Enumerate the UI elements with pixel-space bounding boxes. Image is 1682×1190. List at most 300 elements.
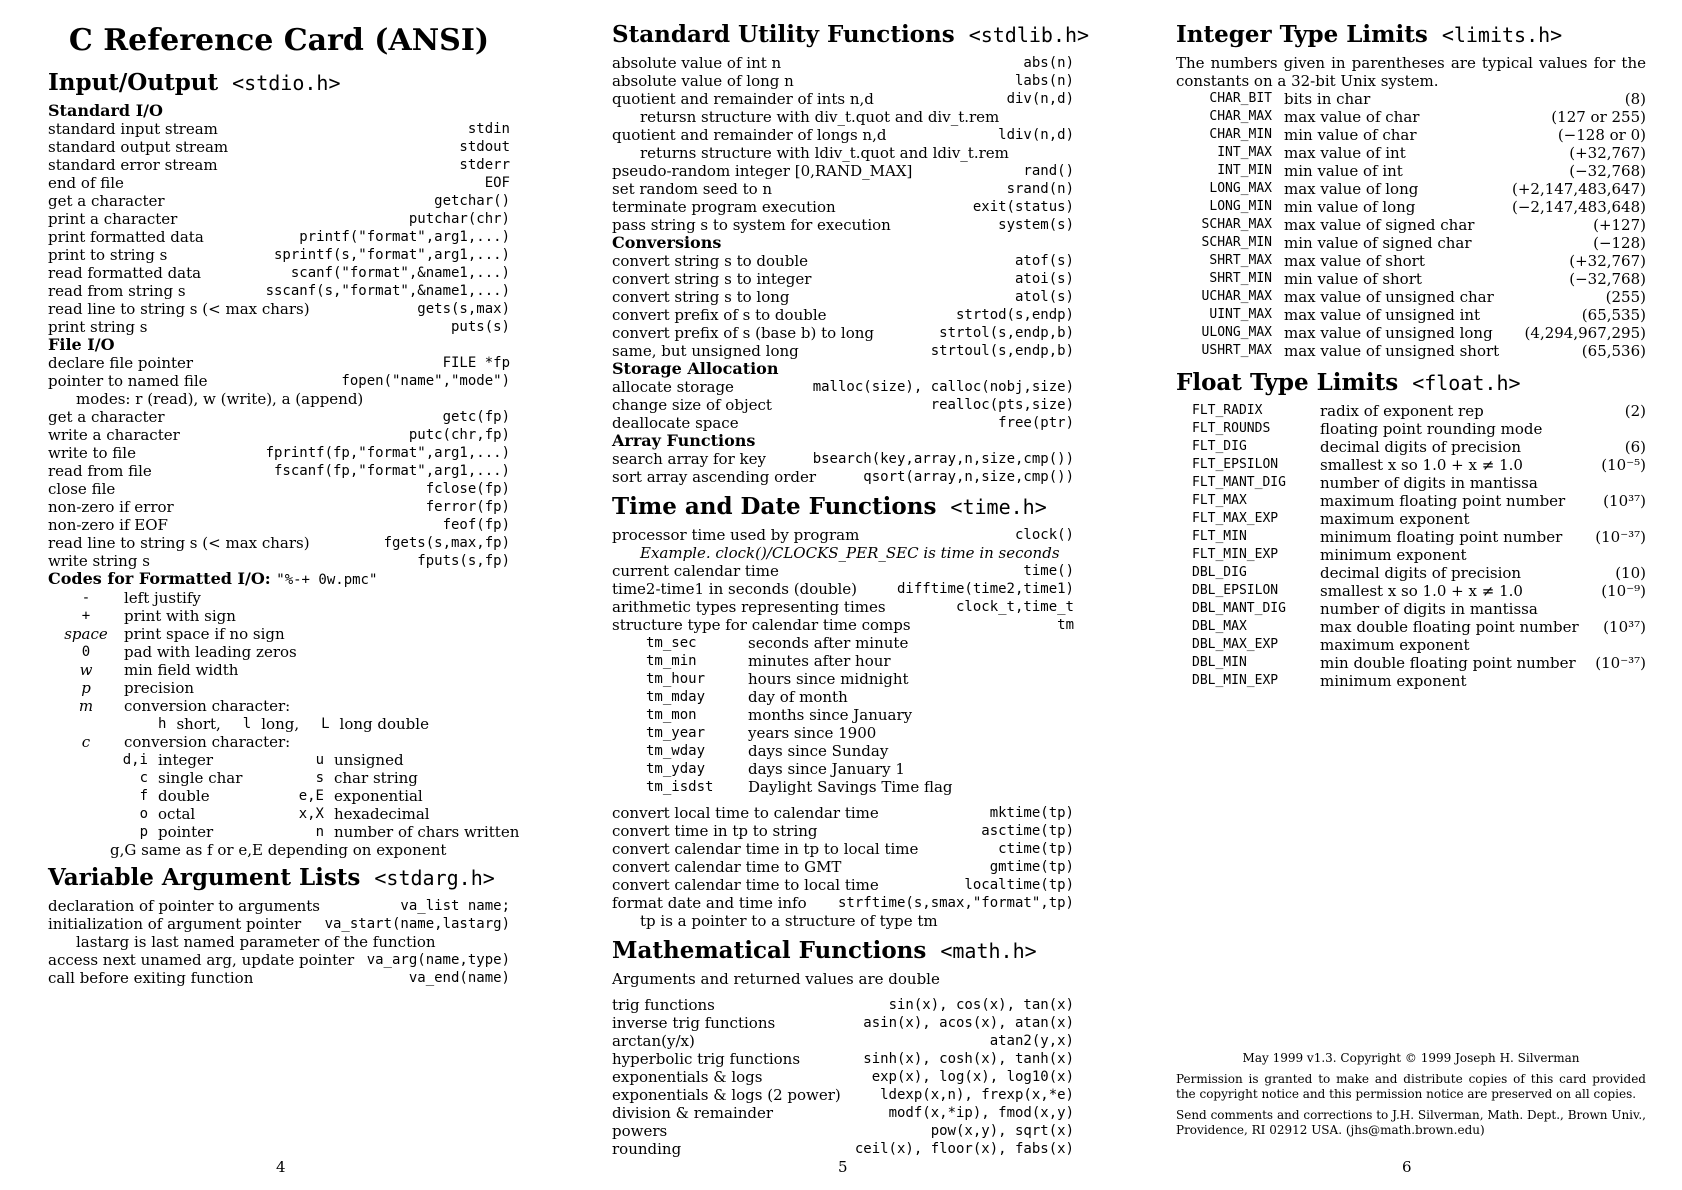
float-value: (10⁻⁹) [1601,582,1646,600]
float-value: (10⁻³⁷) [1595,528,1646,546]
entry-description: non-zero if EOF [48,516,168,534]
float-limit-row [1176,510,1646,528]
tm-field-row [612,634,1074,652]
float-value: (2) [1624,402,1646,420]
tm-field-desc: hours since midnight [748,670,909,688]
float-constant: DBL_EPSILON [1192,583,1279,598]
limit-desc: max value of long [1284,180,1419,198]
entry-code: putchar(chr) [408,211,510,227]
conversion-desc: integer [158,751,214,769]
conversion-row [48,787,510,805]
tm-field-desc: months since January [748,706,913,724]
limit-row [1176,180,1646,198]
time-list-a [612,526,1074,544]
conversion-key: e,E [298,788,324,804]
standard-io-list [48,120,510,336]
entry-code: mktime(tp) [989,805,1074,821]
entry-code: exit(status) [972,199,1074,215]
contact-notice: Send comments and corrections to J.H. Silverman, Math. Dept., Brown Univ., Providence, RI 02912 USA. (jhs@math.brown.edu) [1176,1108,1646,1137]
limit-value: (+32,767) [1569,252,1646,270]
entry-row [612,876,1074,894]
tm-field-row [612,670,1074,688]
format-code-row [48,679,510,697]
limit-constant: USHRT_MAX [1201,343,1272,358]
float-desc: number of digits in mantissa [1320,600,1538,618]
format-code-row [48,661,510,679]
storage-list [612,378,1074,432]
limit-desc: min value of long [1284,198,1416,216]
tm-field-name: tm_wday [646,743,706,759]
limit-row [1176,234,1646,252]
entry-code: ctime(tp) [998,841,1074,857]
header-file: <float.h> [1412,371,1521,395]
entry-row [612,378,1074,396]
float-value: (10) [1615,564,1646,582]
entry-code: strtol(s,endp,b) [939,325,1074,341]
entry-code: gets(s,max) [417,301,510,317]
entry-description: convert string s to double [612,252,808,270]
entry-row [48,174,510,192]
m-subtypes [48,715,510,733]
float-desc: decimal digits of precision [1320,564,1522,582]
entry-description: close file [48,480,116,498]
float-desc: smallest x so 1.0 + x ≠ 1.0 [1320,582,1523,600]
limit-constant: CHAR_BIT [1209,91,1272,106]
float-value: (10⁻³⁷) [1595,654,1646,672]
entry-row [612,162,1074,180]
permission-notice: Permission is granted to make and distribute copies of this card provided the copyright notice and this permission notice are preserved on all copies. [1176,1072,1646,1101]
entry-row [48,228,510,246]
entry-description: declare file pointer [48,354,194,372]
float-value: (6) [1624,438,1646,456]
entry-description: write to file [48,444,136,462]
entry-row [612,996,1074,1014]
entry-description: end of file [48,174,124,192]
section-heading-stdlib [612,20,1090,50]
entry-row [48,354,510,372]
entry-description: arithmetic types representing times [612,598,886,616]
entry-code: sinh(x), cosh(x), tanh(x) [863,1051,1074,1067]
entry-description: quotient and remainder of longs n,d [612,126,887,144]
tm-field-name: tm_mon [646,707,697,723]
entry-code: atan2(y,x) [989,1033,1074,1049]
limit-desc: min value of char [1284,126,1417,144]
entry-row [612,840,1074,858]
entry-code: free(ptr) [998,415,1074,431]
conversion-desc: single char [158,769,243,787]
format-code-desc: left justify [124,589,201,607]
entry-code: gmtime(tp) [989,859,1074,875]
tm-field-row [612,778,1074,796]
float-constant: FLT_ROUNDS [1192,421,1271,436]
entry-row [612,1104,1074,1122]
stdlib-list-c [612,162,1074,234]
limit-desc: max value of signed char [1284,216,1475,234]
limit-desc: min value of short [1284,270,1422,288]
conversion-desc: double [158,787,210,805]
section-heading-float [1176,368,1646,398]
entry-row [612,90,1074,108]
float-desc: maximum exponent [1320,510,1470,528]
limit-value: (8) [1624,90,1646,108]
float-limit-row [1176,600,1646,618]
entry-description: rounding [612,1140,682,1158]
entry-row [48,210,510,228]
limit-desc: bits in char [1284,90,1371,108]
entry-description: exponentials & logs [612,1068,763,1086]
entry-row [48,192,510,210]
float-value: (10⁻⁵) [1601,456,1646,474]
entry-row [612,72,1074,90]
tm-field-desc: years since 1900 [748,724,877,742]
conversions-list [612,252,1074,360]
entry-code: strftime(s,smax,"format",tp) [837,895,1074,911]
entry-description: convert string s to long [612,288,790,306]
float-limit-row [1176,492,1646,510]
float-desc: number of digits in mantissa [1320,474,1538,492]
entry-description: deallocate space [612,414,739,432]
file-io-list-b [48,408,510,570]
entry-description: standard output stream [48,138,229,156]
entry-row [48,264,510,282]
entry-row [612,1032,1074,1050]
subheading-file-io: File I/O [48,335,115,354]
section-title: Input/Output [48,69,219,96]
entry-row [612,580,1074,598]
entry-code: bsearch(key,array,n,size,cmp()) [812,451,1074,467]
float-value: (10³⁷) [1603,618,1646,636]
tm-field-row [612,742,1074,760]
conversion-chars-list [48,751,520,841]
tm-field-name: tm_sec [646,635,697,651]
float-limit-row [1176,636,1646,654]
format-code-key: 0 [81,644,91,660]
m-sub-long-double: long double [339,715,429,733]
entry-row [48,897,510,915]
math-intro: Arguments and returned values are double [612,970,940,988]
format-code-key: - [81,590,91,606]
entry-row [48,246,510,264]
entry-row [48,318,510,336]
entry-description: trig functions [612,996,715,1014]
tm-field-desc: days since Sunday [748,742,889,760]
tm-field-desc: days since January 1 [748,760,905,778]
conversion-key: d,i [122,752,148,768]
entry-row [48,534,510,552]
header-file: <stdarg.h> [374,866,495,890]
limits-list [1176,90,1646,360]
stdlib-list-a [612,54,1074,108]
limit-constant: CHAR_MAX [1209,109,1272,124]
entry-row [48,444,510,462]
limit-row [1176,144,1646,162]
entry-row [48,138,510,156]
entry-description: exponentials & logs (2 power) [612,1086,841,1104]
entry-row [48,969,510,987]
copyright-line: May 1999 v1.3. Copyright © 1999 Joseph H. Silverman [1242,1051,1580,1065]
card-title: C Reference Card (ANSI) [68,23,490,58]
entry-row [612,180,1074,198]
float-constant: FLT_RADIX [1192,403,1263,418]
limit-value: (65,535) [1581,306,1646,324]
format-code-row [48,607,510,625]
entry-row [612,562,1074,580]
conversion-row [48,805,510,823]
entry-description: standard input stream [48,120,218,138]
m-sub-long: long, [261,715,300,733]
entry-description: set random seed to n [612,180,773,198]
header-file: <stdlib.h> [968,23,1090,47]
limit-row [1176,252,1646,270]
limit-desc: max value of short [1284,252,1425,270]
entry-code: strtod(s,endp) [955,307,1074,323]
float-constant: FLT_EPSILON [1192,457,1279,472]
page-number: 4 [276,1158,286,1176]
limit-row [1176,342,1646,360]
lastarg-note: lastarg is last named parameter of the function [76,933,436,951]
tm-field-row [612,706,1074,724]
entry-code: ferror(fp) [425,499,510,515]
conversion-key: o [139,806,148,822]
limit-value: (−128) [1593,234,1646,252]
limit-value: (127 or 255) [1551,108,1646,126]
entry-description: change size of object [612,396,772,414]
entry-code: EOF [484,175,510,191]
entry-row [612,1122,1074,1140]
conversion-row [48,823,520,841]
float-desc: radix of exponent rep [1320,402,1484,420]
limit-value: (255) [1605,288,1646,306]
entry-description: convert prefix of s to double [612,306,827,324]
entry-description: read from string s [48,282,186,300]
column-page-6 [1176,16,1646,1137]
limit-constant: CHAR_MIN [1209,127,1272,142]
format-codes-spec: "%-+ 0w.pmc" [276,572,378,588]
format-code-row [48,697,510,715]
limit-value: (65,536) [1581,342,1646,360]
entry-code: asin(x), acos(x), atan(x) [863,1015,1074,1031]
entry-code: atof(s) [1014,253,1074,269]
section-title: Float Type Limits [1176,369,1399,396]
entry-row [612,324,1074,342]
entry-code: exp(x), log(x), log10(x) [871,1069,1074,1085]
entry-code: time() [1023,563,1074,579]
entry-code: fscanf(fp,"format",arg1,...) [273,463,510,479]
entry-code: abs(n) [1023,55,1074,71]
limit-row [1176,306,1646,324]
entry-description: processor time used by program [612,526,860,544]
entry-row [48,516,510,534]
format-code-row [48,643,510,661]
entry-code: scanf("format",&name1,...) [290,265,510,281]
format-code-desc: print space if no sign [124,625,285,643]
entry-code: ldiv(n,d) [998,127,1074,143]
ldiv-note: returns structure with ldiv_t.quot and ldiv_t.rem [640,144,1009,162]
entry-description: convert string s to integer [612,270,812,288]
limit-row [1176,288,1646,306]
limit-constant: UCHAR_MAX [1201,289,1272,304]
conversion-row [48,751,510,769]
m-sub-h: h [158,716,167,732]
entry-code: sin(x), cos(x), tan(x) [888,997,1074,1013]
entry-row [612,216,1074,234]
float-constant: FLT_MIN_EXP [1192,547,1279,562]
float-limit-row [1176,420,1646,438]
entry-description: arctan(y/x) [612,1032,695,1050]
format-code-desc: conversion character: [124,697,291,715]
entry-description: print to string s [48,246,168,264]
entry-description: convert calendar time in tp to local time [612,840,919,858]
format-code-desc: print with sign [124,607,236,625]
float-constant: DBL_MIN [1192,655,1247,670]
section-title: Variable Argument Lists [48,864,361,891]
entry-description: read formatted data [48,264,202,282]
entry-description: sort array ascending order [612,468,817,486]
header-file: <stdio.h> [232,71,341,95]
section-title: Time and Date Functions [612,493,937,520]
entry-row [612,858,1074,876]
entry-row [48,498,510,516]
entry-code: srand(n) [1006,181,1074,197]
tm-field-name: tm_min [646,653,697,669]
tm-field-desc: minutes after hour [748,652,891,670]
limit-row [1176,90,1646,108]
subheading-storage: Storage Allocation [612,359,779,378]
entry-code: va_start(name,lastarg) [324,916,510,932]
format-code-key: m [78,697,94,715]
section-heading-varargs [48,863,510,893]
entry-description: hyperbolic trig functions [612,1050,801,1068]
entry-row [48,480,510,498]
float-constant: DBL_MAX_EXP [1192,637,1279,652]
float-limit-row [1176,438,1646,456]
entry-row [48,552,510,570]
entry-description: convert calendar time to GMT [612,858,842,876]
conversion-key: n [315,824,324,840]
modes-note: modes: r (read), w (write), a (append) [76,390,364,408]
entry-description: powers [612,1122,668,1140]
entry-row [612,598,1074,616]
entry-description: time2-time1 in seconds (double) [612,580,858,598]
float-constant: DBL_MIN_EXP [1192,673,1279,688]
entry-description: print formatted data [48,228,204,246]
conversion-key: u [315,752,324,768]
entry-row [612,1014,1074,1032]
conversion-desc: exponential [334,787,423,805]
entry-row [48,156,510,174]
tm-field-desc: Daylight Savings Time flag [748,778,953,796]
section-heading-time [612,492,1074,522]
entry-code: fputs(s,fp) [417,553,510,569]
entry-row [612,54,1074,72]
entry-code: getc(fp) [442,409,510,425]
entry-description: terminate program execution [612,198,836,216]
format-codes-list [48,589,510,715]
section-heading-input-output [48,68,510,98]
limit-value: (−32,768) [1569,270,1646,288]
entry-description: convert time in tp to string [612,822,818,840]
entry-code: fclose(fp) [425,481,510,497]
varargs-list-b [48,951,510,987]
header-file: <math.h> [940,939,1037,963]
entry-code: stderr [459,157,510,173]
entry-row [48,372,510,390]
tm-field-row [612,724,1074,742]
entry-code: malloc(size), calloc(nobj,size) [812,379,1074,395]
float-limit-row [1176,456,1646,474]
format-code-desc: precision [124,679,195,697]
file-io-list-a [48,354,510,390]
limit-constant: UINT_MAX [1209,307,1272,322]
float-limit-row [1176,402,1646,420]
format-code-key: + [81,608,91,624]
entry-description: call before exiting function [48,969,254,987]
entry-description: write a character [48,426,180,444]
subheading-array: Array Functions [612,431,756,450]
entry-row [612,414,1074,432]
entry-description: print string s [48,318,148,336]
entry-description: read line to string s (< max chars) [48,300,310,318]
div-note: retursn structure with div_t.quot and div_t.rem [640,108,1000,126]
format-code-row [48,589,510,607]
entry-description: division & remainder [612,1104,774,1122]
entry-code: asctime(tp) [981,823,1074,839]
entry-description: get a character [48,408,165,426]
entry-row [612,396,1074,414]
entry-description: current calendar time [612,562,779,580]
float-desc: floating point rounding mode [1320,420,1543,438]
entry-description: write string s [48,552,150,570]
float-desc: maximum exponent [1320,636,1470,654]
entry-code: FILE *fp [442,355,510,371]
limit-row [1176,216,1646,234]
entry-description: inverse trig functions [612,1014,776,1032]
float-limit-row [1176,618,1646,636]
entry-code: atoi(s) [1014,271,1074,287]
math-list [612,996,1074,1158]
subheading-conversions: Conversions [612,233,722,252]
conversion-key: f [139,788,148,804]
header-file: <limits.h> [1441,23,1563,47]
m-sub-l: l [242,716,252,732]
entry-row [612,342,1074,360]
limit-value: (+127) [1593,216,1646,234]
entry-code: fopen("name","mode") [341,373,510,389]
conversion-desc: hexadecimal [334,805,430,823]
entry-description: allocate storage [612,378,734,396]
conversion-key: x,X [298,806,324,822]
entry-code: rand() [1023,163,1074,179]
entry-description: non-zero if error [48,498,174,516]
tm-field-name: tm_year [646,725,706,741]
entry-row [48,426,510,444]
entry-row [48,120,510,138]
limit-desc: max value of unsigned char [1284,288,1494,306]
conversion-key: p [139,824,148,840]
entry-description: convert calendar time to local time [612,876,879,894]
tm-field-name: tm_yday [646,761,706,777]
format-code-key: c [81,733,91,751]
entry-description: quotient and remainder of ints n,d [612,90,874,108]
float-limit-row [1176,654,1646,672]
page-number: 5 [838,1158,848,1176]
entry-code: printf("format",arg1,...) [299,229,510,245]
entry-row [612,1086,1074,1104]
entry-code: sprintf(s,"format",arg1,...) [273,247,510,263]
entry-code: sscanf(s,"format",&name1,...) [265,283,510,299]
clock-example: Example. clock()/CLOCKS_PER_SEC is time in seconds [640,544,1060,562]
column-page-5 [612,16,1090,1158]
